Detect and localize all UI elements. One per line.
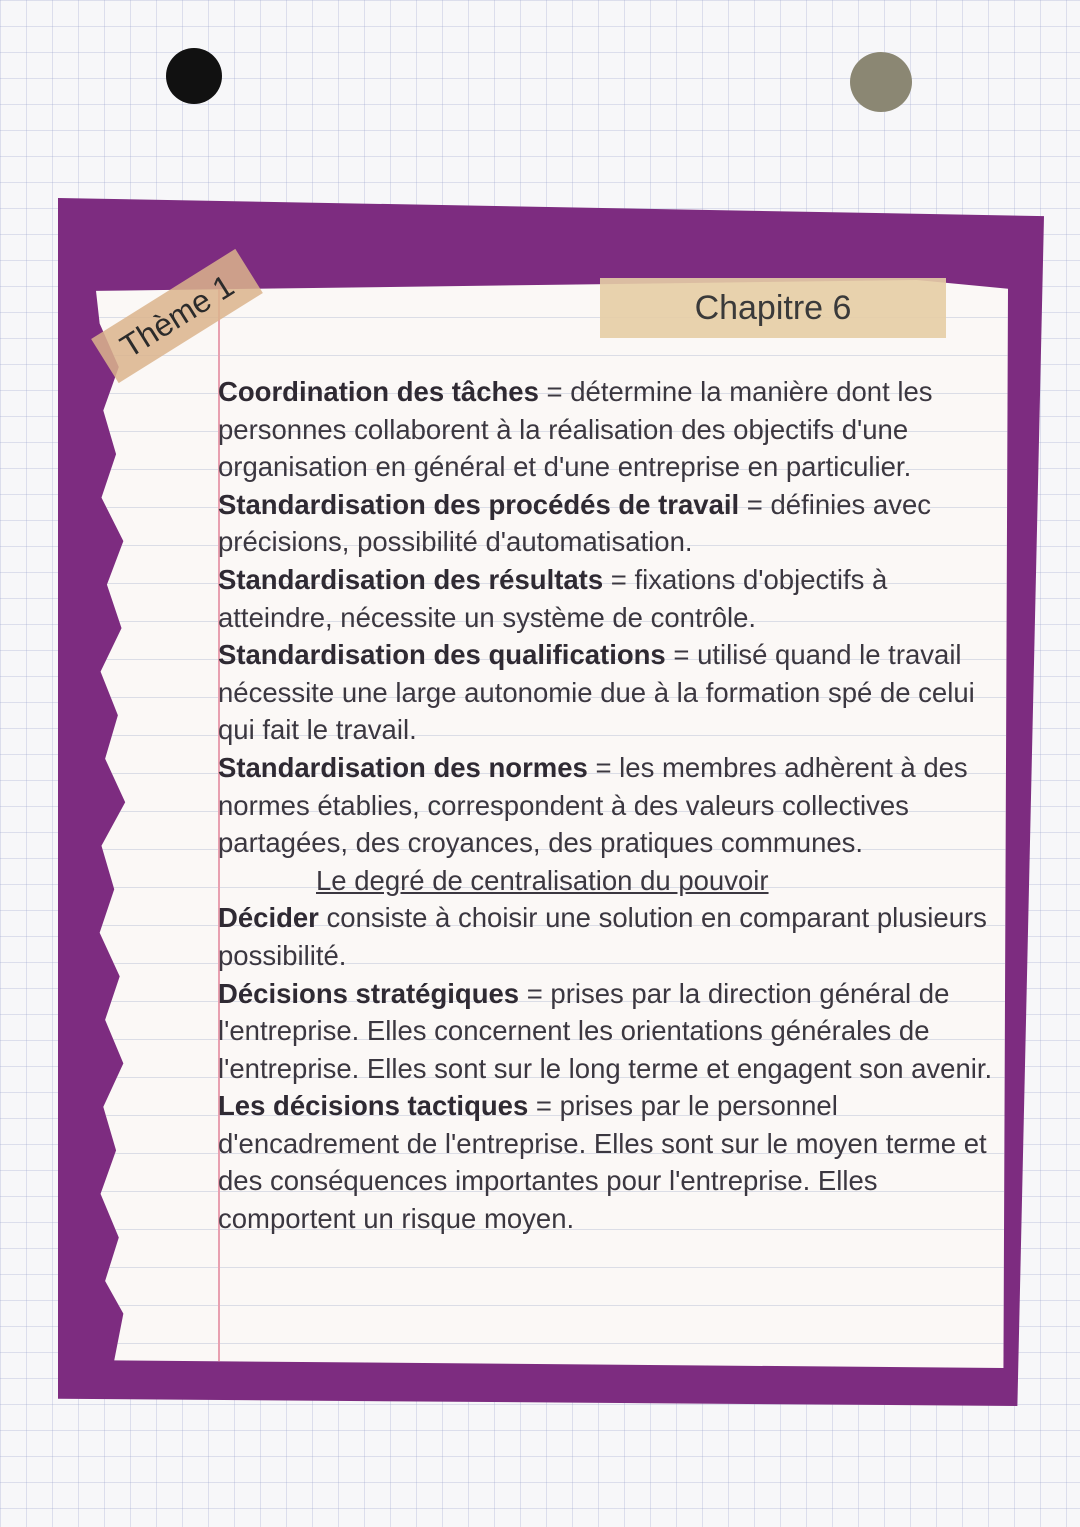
definition-text: = détermine la manière dont les personnes collaborent à la réalisation des objectifs d'une organisation en général et d'une entreprise en particulier. xyxy=(218,376,933,483)
note-content xyxy=(218,373,1008,1238)
definition-resultats xyxy=(218,561,1008,636)
definition-text: = les membres adhèrent à des normes établies, correspondent à des valeurs collectives partagées, des croyances, des pratiques communes. xyxy=(218,751,968,859)
theme-label: Thème 1 xyxy=(113,266,240,365)
definition-strategiques xyxy=(218,975,1008,1088)
definition-procedes xyxy=(218,486,1008,561)
term: Décider xyxy=(218,902,319,934)
definition-qualifications xyxy=(218,636,1008,749)
definition-text: = fixations d'objectifs à atteindre, nécessite un système de contrôle. xyxy=(218,563,888,633)
term: Standardisation des qualifications xyxy=(218,639,666,671)
definition-text: = prises par le personnel d'encadrement de l'entreprise. Elles sont sur le moyen terme et des conséquences importantes pour l'entreprise. Elles comportent un risque moyen. xyxy=(218,1090,987,1235)
term: Standardisation des résultats xyxy=(218,563,604,595)
chapter-tape-label xyxy=(600,278,946,338)
definition-normes xyxy=(218,749,1008,862)
term: Coordination des tâches xyxy=(218,376,539,407)
definition-text: consiste à choisir une solution en comparant plusieurs possibilité. xyxy=(218,902,987,971)
definition-text: = prises par la direction général de l'entreprise. Elles concernent les orientations générales de l'entreprise. Elles sont sur le long terme et engagent son avenir. xyxy=(218,977,993,1084)
definition-tactiques xyxy=(218,1087,1008,1237)
term: Décisions stratégiques xyxy=(218,977,520,1009)
definition-text: = utilisé quand le travail nécessite une large autonomie due à la formation spé de celui qui fait le travail. xyxy=(218,639,975,746)
term: Standardisation des normes xyxy=(218,751,588,783)
punch-hole-left xyxy=(166,48,222,104)
definition-text: = définies avec précisions, possibilité d'automatisation. xyxy=(218,488,932,558)
punch-hole-right xyxy=(850,52,912,112)
definition-coordination xyxy=(218,373,1008,486)
section-heading: Le degré de centralisation du pouvoir xyxy=(316,864,769,896)
chapter-label: Chapitre 6 xyxy=(694,288,852,327)
term: Les décisions tactiques xyxy=(218,1090,529,1122)
definition-decider xyxy=(218,899,1008,974)
term: Standardisation des procédés de travail xyxy=(218,488,740,520)
